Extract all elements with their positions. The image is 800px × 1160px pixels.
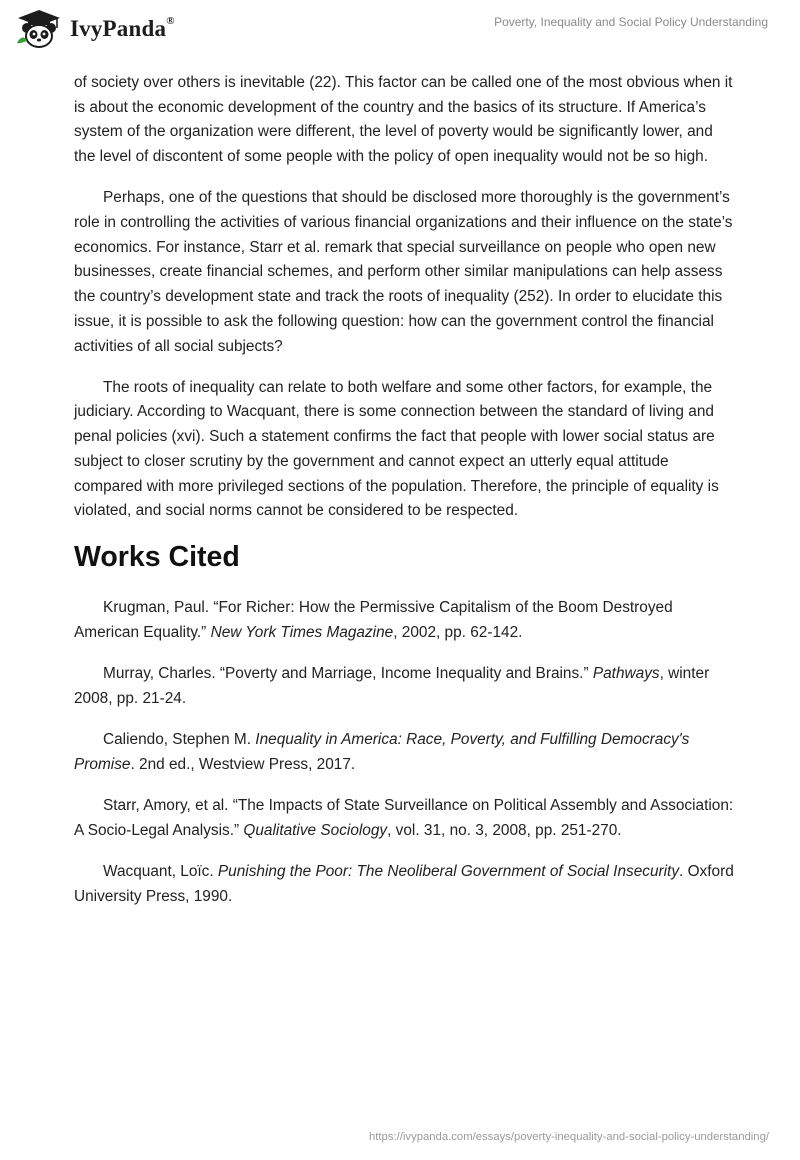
ivypanda-logo[interactable] xyxy=(14,9,175,49)
page-header xyxy=(0,0,800,62)
works-cited-heading: Works Cited xyxy=(74,541,240,574)
document-title: Poverty, Inequality and Social Policy Understanding xyxy=(494,15,768,29)
citation-entry: Murray, Charles. “Poverty and Marriage, Income Inequality and Brains.” Pathways, winter 2008, pp. 21-24. xyxy=(74,665,710,708)
citation-entry: Krugman, Paul. “For Richer: How the Permissive Capitalism of the Boom Destroyed American Equality.” New York Times Magazine, 2002, pp. 62-142. xyxy=(74,599,673,642)
citation-entry: Caliendo, Stephen M. Inequality in America: Race, Poverty, and Fulfilling Democracy's Promise. 2nd ed., Westview Press, 2017. xyxy=(74,731,690,773)
source-url-link[interactable]: https://ivypanda.com/essays/poverty-inequality-and-social-policy-understanding/ xyxy=(369,1131,769,1143)
citation-entry: Starr, Amory, et al. “The Impacts of State Surveillance on Political Assembly and Association: A Socio-Legal Analysis.” Qualitative Sociology, vol. 31, no. 3, 2008, pp. 251-270. xyxy=(74,797,734,839)
body-paragraph: of society over others is inevitable (22). This factor can be called one of the most obvious when it is about the economic development of the country and the basics of its structure. If America’s system of the organization were different, the level of poverty would be significantly lower, and the level of discontent of some people with the policy of open inequality would not be so high. xyxy=(74,74,733,166)
panda-graduate-icon xyxy=(14,9,64,49)
essay-body xyxy=(74,71,734,926)
citation-entry: Wacquant, Loïc. Punishing the Poor: The Neoliberal Government of Social Insecurity. Oxford University Press, 1990. xyxy=(74,863,734,905)
body-paragraph: Perhaps, one of the questions that should be disclosed more thoroughly is the government’s role in controlling the activities of various financial organizations and their influence on the state’s economics. For instance, Starr et al. remark that special surveillance on people who open new businesses, create financial schemes, and perform other similar manipulations can help assess the country’s development state and track the roots of inequality (252). In order to elucidate this issue, it is possible to ask the following question: how can the government control the financial activities of all social subjects? xyxy=(74,189,733,355)
body-paragraph: The roots of inequality can relate to both welfare and some other factors, for example, the judiciary. According to Wacquant, there is some connection between the standard of living and penal policies (xvi). Such a statement confirms the fact that people with lower social status are subject to closer scrutiny by the government and cannot expect an utterly equal attitude compared with more privileged sections of the population. Therefore, the principle of equality is violated, and social norms cannot be considered to be respected. xyxy=(74,378,719,520)
logo-wordmark: IvyPanda® xyxy=(70,15,175,41)
